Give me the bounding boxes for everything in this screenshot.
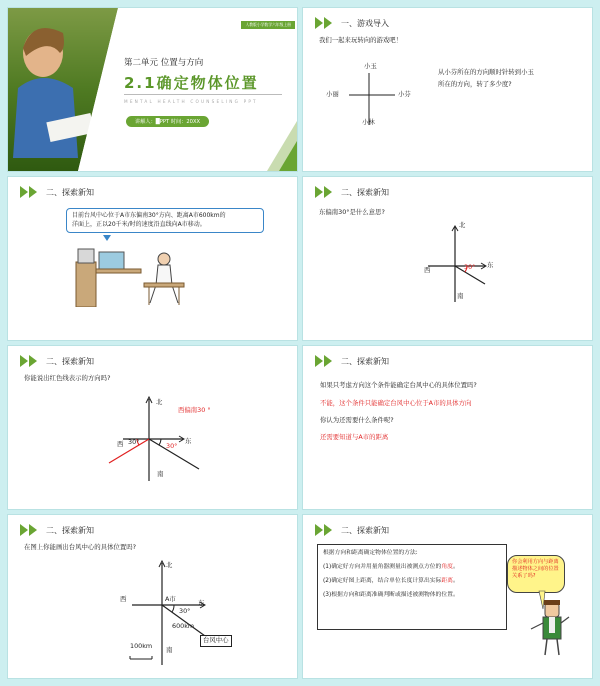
- slide-red-direction[interactable]: [8, 346, 297, 509]
- question-text: 东偏南30°是什么意思?: [319, 208, 385, 216]
- header-text: 二、探索新知: [46, 187, 94, 197]
- unit-title: 第二单元 位置与方向: [124, 58, 204, 68]
- red-direction-label: 西偏南30 °: [178, 406, 211, 414]
- slide-game-intro[interactable]: [303, 8, 592, 171]
- slide-direction-meaning[interactable]: [303, 177, 592, 340]
- slide-typhoon-news[interactable]: [8, 177, 297, 340]
- question-text: 你能说出红色线表示的方向吗?: [24, 374, 111, 382]
- question-2: 你认为还需要什么条件呢?: [320, 416, 394, 424]
- name-left: 小丽: [326, 90, 339, 98]
- slide-header: [315, 524, 389, 536]
- slide-conditions[interactable]: [303, 346, 592, 509]
- double-chevron-icon: [20, 524, 40, 536]
- cross-diagram: [343, 63, 433, 133]
- method-step-2: (2)确定好图上距离，结合单位长度计算出实际距离。: [323, 577, 459, 584]
- east-label: 东: [487, 261, 494, 269]
- slide-typhoon-map[interactable]: [8, 515, 297, 678]
- header-text: 二、探索新知: [341, 356, 389, 366]
- south-label: 南: [166, 646, 173, 654]
- bubble-tail: [103, 235, 111, 241]
- angle-red-label: 30°: [166, 442, 178, 450]
- south-label: 南: [157, 470, 164, 478]
- double-chevron-icon: [315, 17, 335, 29]
- news-line1: 目前台风中心位于A市东偏南30°方向、距离A市600km的: [72, 212, 226, 219]
- boy-reading-photo: [8, 8, 118, 171]
- slide-header: [20, 524, 94, 536]
- west-label: 西: [117, 440, 124, 448]
- header-text: 二、探索新知: [341, 525, 389, 535]
- textbook-tag: 人教版小学数学六年级上册: [241, 21, 295, 29]
- double-chevron-icon: [20, 186, 40, 198]
- question-line1: 从小芬所在的方向顺时针转到小玉: [438, 68, 534, 76]
- reporter-desk-illustration: [74, 247, 204, 307]
- header-text: 二、探索新知: [46, 525, 94, 535]
- north-label: 北: [459, 221, 466, 229]
- answer-1: 不能，这个条件只能确定台风中心位于A市的具体方向: [320, 399, 472, 407]
- english-subtitle: MENTAL HEALTH COUNSELING PPT: [124, 99, 258, 104]
- slide-header: [20, 355, 94, 367]
- south-label: 南: [457, 292, 464, 300]
- slide-header: [315, 355, 389, 367]
- header-text: 二、探索新知: [341, 187, 389, 197]
- news-line2: 洋面上，正以20千米/时的速度沿直线向A市移动。: [72, 220, 206, 228]
- method-box: [317, 544, 507, 630]
- title-divider: [124, 94, 282, 95]
- double-chevron-icon: [315, 186, 335, 198]
- distance-label: 600km: [172, 622, 195, 630]
- slide-method-summary[interactable]: [303, 515, 592, 678]
- header-text: 二、探索新知: [46, 356, 94, 366]
- city-label: A市: [165, 595, 176, 603]
- presenter-info-pill: 讲解人：█PPT 时间：20XX: [126, 116, 209, 127]
- method-title: 根据方向和距离确定物体位置的方法:: [323, 550, 418, 556]
- slide-title[interactable]: [8, 8, 297, 171]
- method-step-1: (1)确定好方向并用量角器测量出被测点方位的角度。: [323, 563, 459, 570]
- north-label: 北: [166, 561, 173, 569]
- double-chevron-icon: [20, 355, 40, 367]
- answer-2: 还需要知道与A市的距离: [320, 433, 389, 441]
- typhoon-center-label: 台风中心: [200, 635, 232, 647]
- question-line2: 所在的方向，转了多少度?: [438, 80, 512, 88]
- angle-label: 30°: [179, 607, 191, 615]
- question-1: 如果只考虑方向这个条件能确定台风中心的具体位置吗?: [320, 381, 477, 389]
- double-chevron-icon: [315, 524, 335, 536]
- name-bottom: 小林: [362, 118, 375, 126]
- header-text: 一、游戏导入: [341, 18, 389, 28]
- name-right: 小芬: [398, 90, 411, 98]
- slide-header: [315, 186, 389, 198]
- east-label: 东: [185, 437, 192, 445]
- method-step-3: (3)根据方向和距离准确判断或描述被测物体的位置。: [323, 591, 459, 598]
- east-label: 东: [198, 599, 205, 607]
- speech-bubble: 你会利用方向与距离描述物体之间的位置关系了吗?: [507, 555, 565, 593]
- name-top: 小玉: [364, 62, 377, 70]
- north-label: 北: [156, 398, 163, 406]
- west-label: 西: [120, 595, 127, 603]
- angle-label: 30°: [464, 263, 476, 271]
- teacher-illustration: [531, 591, 581, 666]
- west-label: 西: [424, 266, 431, 274]
- angle-black-label: 30°: [128, 438, 140, 446]
- slide-header: [315, 17, 389, 29]
- news-bubble: [66, 208, 264, 233]
- corner-decoration: [257, 121, 297, 171]
- question-text: 在图上你能画出台风中心的具体位置吗?: [24, 543, 137, 551]
- double-chevron-icon: [315, 355, 335, 367]
- scale-label: 100km: [130, 642, 153, 650]
- slide-header: [20, 186, 94, 198]
- lesson-title: 2.1确定物体位置: [124, 74, 259, 92]
- intro-text: 我们一起来玩转向的游戏吧！: [319, 36, 403, 44]
